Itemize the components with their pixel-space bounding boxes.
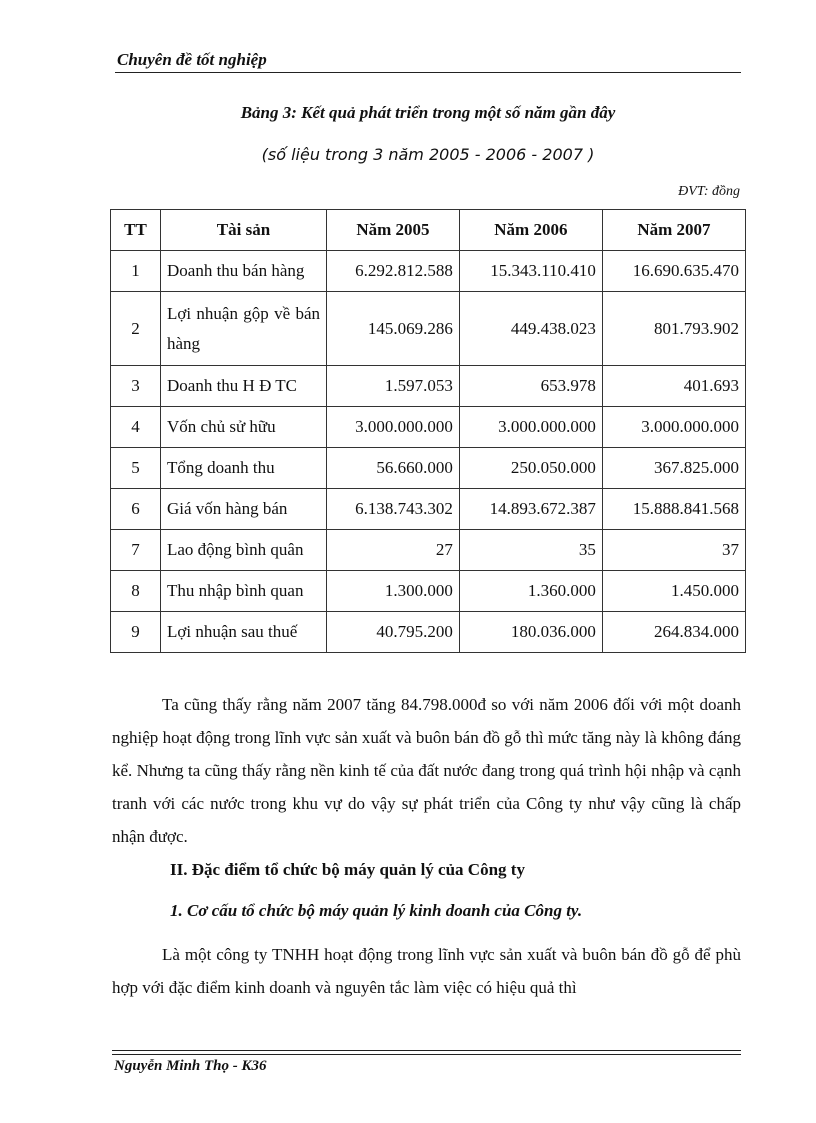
- row-number: 8: [111, 571, 161, 612]
- row-number: 4: [111, 407, 161, 448]
- table-row: [111, 612, 746, 653]
- subsection-heading: 1. Cơ cấu tổ chức bộ máy quản lý kinh doanh của Công ty.: [170, 901, 583, 920]
- value-2005: 6.292.812.588: [327, 251, 460, 292]
- value-2006: 449.438.023: [459, 292, 602, 366]
- col-header-2005: Năm 2005: [327, 210, 460, 251]
- col-header-asset: Tài sản: [161, 210, 327, 251]
- row-label: [161, 292, 327, 366]
- row-label: Thu nhập bình quan: [161, 571, 327, 612]
- table-row: [111, 530, 746, 571]
- unit-label: ĐVT: đồng: [678, 184, 740, 199]
- row-number: 9: [111, 612, 161, 653]
- col-header-tt: TT: [111, 210, 161, 251]
- value-2007: 37: [602, 530, 745, 571]
- row-label: Doanh thu H Đ TC: [161, 366, 327, 407]
- table-row: [111, 571, 746, 612]
- row-number: 6: [111, 489, 161, 530]
- body-paragraph-2: Là một công ty TNHH hoạt động trong lĩnh vực sản xuất và buôn bán đồ gỗ để phù hợp với đặc điểm kinh doanh và nguyên tắc làm việc có hiệu quả thì: [112, 945, 741, 997]
- value-2005: 40.795.200: [327, 612, 460, 653]
- row-label: Giá vốn hàng bán: [161, 489, 327, 530]
- value-2005: 56.660.000: [327, 448, 460, 489]
- row-number: 1: [111, 251, 161, 292]
- table-header-row: [111, 210, 746, 251]
- value-2006: 1.360.000: [459, 571, 602, 612]
- footer-rule-thin: [112, 1054, 741, 1055]
- footer-rule: [112, 1050, 741, 1051]
- value-2007: 801.793.902: [602, 292, 745, 366]
- body-paragraph-1: Ta cũng thấy rằng năm 2007 tăng 84.798.000đ so với năm 2006 đối với một doanh nghiệp hoạt động trong lĩnh vực sản xuất và buôn bán đồ gỗ thì mức tăng này là không đáng kể. Nhưng ta cũng thấy rằng nền kinh tế của đất nước đang trong quá trình hội nhập và cạnh tranh với các nước trong khu vự do vậy sự phát triển của Công ty như vậy cũng là chấp nhận được.: [112, 695, 741, 846]
- row-label: Lợi nhuận sau thuế: [161, 612, 327, 653]
- col-header-2007: Năm 2007: [602, 210, 745, 251]
- value-2005: 6.138.743.302: [327, 489, 460, 530]
- value-2007: 15.888.841.568: [602, 489, 745, 530]
- value-2006: 180.036.000: [459, 612, 602, 653]
- value-2006: 653.978: [459, 366, 602, 407]
- section-heading: II. Đặc điểm tổ chức bộ máy quản lý của Công ty: [170, 860, 525, 879]
- table-row: [111, 292, 746, 366]
- row-number: 3: [111, 366, 161, 407]
- table-row: [111, 366, 746, 407]
- row-label: Doanh thu bán hàng: [161, 251, 327, 292]
- value-2005: 1.300.000: [327, 571, 460, 612]
- table-subtitle: (số liệu trong 3 năm 2005 - 2006 - 2007 ): [261, 145, 595, 164]
- value-2005: 27: [327, 530, 460, 571]
- value-2005: 3.000.000.000: [327, 407, 460, 448]
- value-2007: 264.834.000: [602, 612, 745, 653]
- table-row: [111, 251, 746, 292]
- value-2005: 1.597.053: [327, 366, 460, 407]
- table-row: [111, 407, 746, 448]
- row-number: 7: [111, 530, 161, 571]
- row-label: Lao động bình quân: [161, 530, 327, 571]
- value-2006: 35: [459, 530, 602, 571]
- row-label: Tổng doanh thu: [161, 448, 327, 489]
- row-label: Vốn chủ sử hữu: [161, 407, 327, 448]
- col-header-2006: Năm 2006: [459, 210, 602, 251]
- row-label-text: Lợi nhuận gộp về bán hàng: [167, 303, 320, 353]
- value-2006: 3.000.000.000: [459, 407, 602, 448]
- value-2006: 250.050.000: [459, 448, 602, 489]
- value-2006: 14.893.672.387: [459, 489, 602, 530]
- row-number: 2: [111, 292, 161, 366]
- value-2007: 367.825.000: [602, 448, 745, 489]
- value-2007: 401.693: [602, 366, 745, 407]
- footer-author: Nguyễn Minh Thọ - K36: [114, 1058, 267, 1074]
- page-header: [115, 48, 741, 73]
- table-title: Bảng 3: Kết quả phát triển trong một số năm gần đây: [240, 103, 616, 122]
- row-number: 5: [111, 448, 161, 489]
- value-2005: 145.069.286: [327, 292, 460, 366]
- value-2007: 3.000.000.000: [602, 407, 745, 448]
- value-2006: 15.343.110.410: [459, 251, 602, 292]
- table-row: [111, 489, 746, 530]
- value-2007: 16.690.635.470: [602, 251, 745, 292]
- header-title: Chuyên đề tốt nghiệp: [117, 50, 267, 69]
- table-row: [111, 448, 746, 489]
- results-table: [110, 209, 746, 653]
- value-2007: 1.450.000: [602, 571, 745, 612]
